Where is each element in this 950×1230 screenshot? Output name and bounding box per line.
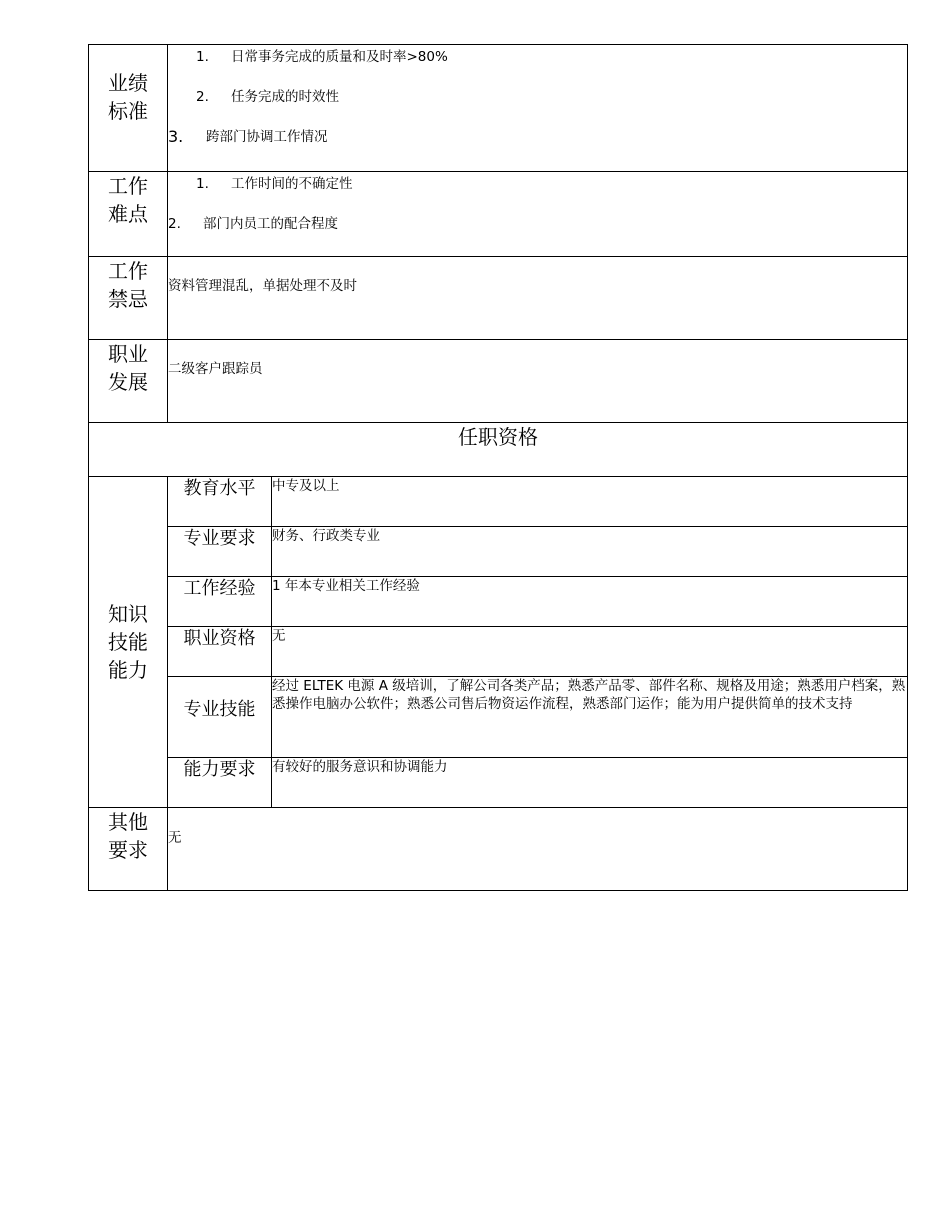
difficulty-label [89, 172, 168, 257]
education-label: 教育水平 [168, 477, 272, 527]
qualification-row-ability [89, 758, 908, 808]
other-label-line1: 其他 [108, 810, 148, 834]
performance-label-line1: 业绩 [108, 71, 148, 95]
performance-item-2-num: 2. [196, 89, 209, 105]
difficulty-item-1-text: 工作时间的不确定性 [231, 176, 353, 192]
performance-item-1-num: 1. [196, 49, 209, 65]
ability-value: 有较好的服务意识和协调能力 [272, 758, 908, 808]
qualification-title-row [89, 423, 908, 477]
difficulty-content [168, 172, 908, 257]
qualification-row-certificate [89, 627, 908, 677]
performance-item-3-num: 3. [168, 127, 184, 146]
other-label [89, 808, 168, 891]
performance-item-3 [168, 125, 907, 165]
qualification-row-skills [89, 677, 908, 758]
skills-label: 专业技能 [168, 677, 272, 758]
career-text: 二级客户跟踪员 [168, 361, 263, 377]
certificate-value: 无 [272, 627, 908, 677]
qualification-row-education [89, 477, 908, 527]
performance-item-2-text: 任务完成的时效性 [231, 89, 339, 105]
qualification-row-major [89, 527, 908, 577]
experience-label: 工作经验 [168, 577, 272, 627]
career-label [89, 340, 168, 423]
taboo-label-line1: 工作 [108, 259, 148, 283]
taboo-text: 资料管理混乱，单据处理不及时 [168, 278, 357, 294]
ability-label: 能力要求 [168, 758, 272, 808]
difficulty-item-2-text: 部门内员工的配合程度 [203, 216, 338, 232]
qualification-group-label-line1: 知识 [108, 602, 148, 626]
qualification-group-label-line2: 技能 [108, 630, 148, 654]
performance-item-3-text: 跨部门协调工作情况 [206, 129, 328, 145]
other-content [168, 808, 908, 891]
qualification-group-label [89, 477, 168, 808]
qualification-title-text: 任职资格 [458, 425, 538, 449]
difficulty-item-1 [168, 172, 907, 212]
performance-row [89, 45, 908, 172]
other-row [89, 808, 908, 891]
performance-item-1 [168, 45, 907, 85]
difficulty-row [89, 172, 908, 257]
taboo-content [168, 257, 908, 340]
major-label: 专业要求 [168, 527, 272, 577]
other-text: 无 [168, 830, 182, 846]
career-label-line2: 发展 [108, 370, 148, 394]
career-row [89, 340, 908, 423]
difficulty-item-2-num: 2. [168, 216, 181, 232]
difficulty-label-line2: 难点 [108, 202, 148, 226]
qualification-row-experience [89, 577, 908, 627]
experience-value: 1 年本专业相关工作经验 [272, 577, 908, 627]
taboo-label [89, 257, 168, 340]
performance-content [168, 45, 908, 172]
performance-label-line2: 标准 [108, 99, 148, 123]
skills-value: 经过 ELTEK 电源 A 级培训，了解公司各类产品；熟悉产品零、部件名称、规格及用途；熟悉用户档案，熟悉操作电脑办公软件；熟悉公司售后物资运作流程，熟悉部门运作；能为用户提供简单的技术支持 [272, 677, 908, 758]
performance-label [89, 45, 168, 172]
qualification-group-label-line3: 能力 [108, 658, 148, 682]
education-value: 中专及以上 [272, 477, 908, 527]
performance-item-1-text: 日常事务完成的质量和及时率>80% [231, 49, 448, 65]
difficulty-item-1-num: 1. [196, 176, 209, 192]
performance-item-2 [168, 85, 907, 125]
career-content [168, 340, 908, 423]
other-label-line2: 要求 [108, 838, 148, 862]
difficulty-label-line1: 工作 [108, 174, 148, 198]
taboo-label-line2: 禁忌 [108, 287, 148, 311]
taboo-row [89, 257, 908, 340]
job-description-table [88, 44, 908, 891]
major-value: 财务、行政类专业 [272, 527, 908, 577]
career-label-line1: 职业 [108, 342, 148, 366]
qualification-title [89, 423, 908, 477]
difficulty-item-2 [168, 212, 907, 252]
certificate-label: 职业资格 [168, 627, 272, 677]
